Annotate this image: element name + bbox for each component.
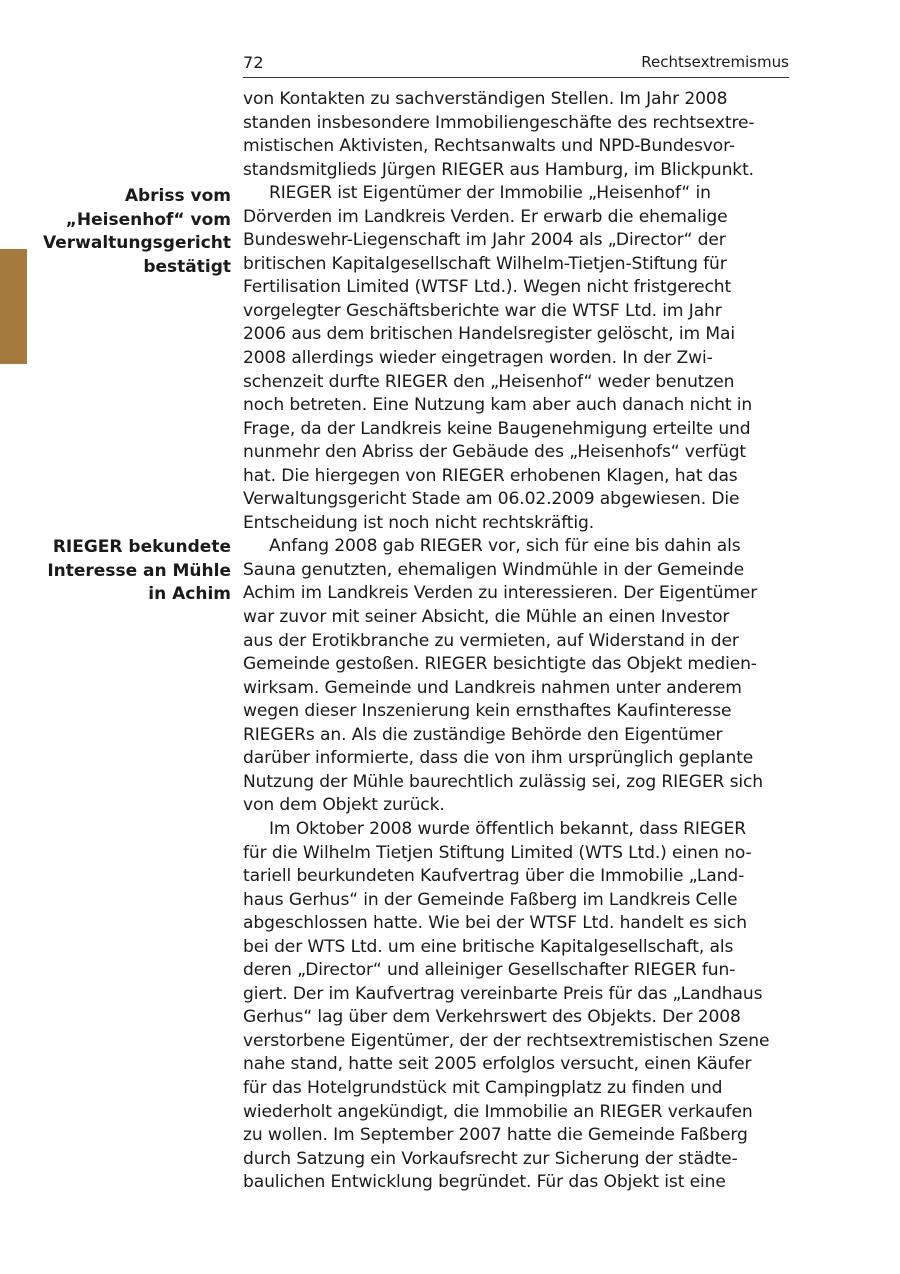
text-line: für das Hotelgrundstück mit Campingplatz zu finden und [243, 1077, 723, 1098]
text-line: verstorbene Eigentümer, der der rechtsextremistischen Szene [243, 1030, 770, 1051]
text-line: wiederholt angekündigt, die Immobilie an RIEGER verkaufen [243, 1101, 753, 1122]
text-line: hat. Die hiergegen von RIEGER erhobenen Klagen, hat das [243, 465, 738, 486]
margin-note-line: Verwaltungsgericht [43, 233, 231, 253]
body-text [243, 88, 803, 1195]
text-line: aus der Erotikbranche zu vermieten, auf Widerstand in der [243, 630, 739, 651]
text-line: baulichen Entwicklung begründet. Für das Objekt ist eine [243, 1172, 726, 1193]
text-line: mistischen Aktivisten, Rechtsanwalts und NPD-Bundesvor- [243, 136, 735, 157]
text-line: von dem Objekt zurück. [243, 795, 445, 816]
margin-note-line: „Heisenhof“ vom [65, 209, 231, 230]
paragraph-start-line: Anfang 2008 gab RIEGER vor, sich für eine bis dahin als [269, 536, 741, 557]
text-line: Bundeswehr-Liegenschaft im Jahr 2004 als „Director“ der [243, 230, 726, 251]
paragraph-start-line: RIEGER ist Eigentümer der Immobilie „Heisenhof“ in [269, 183, 711, 204]
margin-note-line: bestätigt [143, 256, 231, 277]
text-line: nahe stand, hatte seit 2005 erfolglos versucht, einen Käufer [243, 1054, 752, 1075]
text-line: standen insbesondere Immobiliengeschäfte des rechtsextre- [243, 112, 755, 133]
page-number: 72 [243, 53, 264, 72]
text-line: haus Gerhus“ in der Gemeinde Faßberg im Landkreis Celle [243, 889, 738, 910]
text-line: durch Satzung ein Vorkaufsrecht zur Sicherung der städte- [243, 1148, 738, 1169]
chapter-thumb-tab [0, 249, 27, 364]
text-line: Entscheidung ist noch nicht rechtskräftig. [243, 512, 595, 533]
text-line: zu wollen. Im September 2007 hatte die Gemeinde Faßberg [243, 1125, 748, 1146]
text-line: Nutzung der Mühle baurechtlich zulässig sei, zog RIEGER sich [243, 771, 764, 792]
text-line: von Kontakten zu sachverständigen Stellen. Im Jahr 2008 [243, 89, 728, 109]
text-line: wirksam. Gemeinde und Landkreis nahmen unter anderem [243, 677, 742, 698]
text-line: Frage, da der Landkreis keine Baugenehmigung erteilte und [243, 418, 751, 439]
text-line: tariell beurkundeten Kaufvertrag über die Immobilie „Land- [243, 866, 745, 887]
text-line: 2006 aus dem britischen Handelsregister gelöscht, im Mai [243, 324, 735, 345]
margin-note-line: RIEGER bekundete [52, 537, 231, 557]
text-line: standsmitglieds Jürgen RIEGER aus Hamburg, im Blickpunkt. [243, 159, 754, 180]
text-line: Gerhus“ lag über dem Verkehrswert des Objekts. Der 2008 [243, 1007, 741, 1028]
text-line: Fertilisation Limited (WTSF Ltd.). Wegen nicht fristgerecht [243, 277, 732, 298]
text-line: war zuvor mit seiner Absicht, die Mühle an einen Investor [243, 607, 730, 628]
paragraph-start-line: Im Oktober 2008 wurde öffentlich bekannt, dass RIEGER [269, 818, 746, 839]
text-line: 2008 allerdings wieder eingetragen worden. In der Zwi- [243, 348, 713, 369]
margin-note-line: Abriss vom [124, 186, 231, 206]
text-line: noch betreten. Eine Nutzung kam aber auch danach nicht in [243, 395, 753, 416]
text-line: RIEGERs an. Als die zuständige Behörde den Eigentümer [243, 724, 723, 745]
text-line: giert. Der im Kaufvertrag vereinbarte Preis für das „Landhaus [243, 983, 763, 1004]
text-line: vorgelegter Geschäftsberichte war die WTSF Ltd. im Jahr [243, 300, 722, 321]
text-line: für die Wilhelm Tietjen Stiftung Limited (WTS Ltd.) einen no- [243, 842, 752, 863]
text-line: wegen dieser Inszenierung kein ernsthaftes Kaufinteresse [243, 701, 732, 722]
margin-note-muehle [47, 536, 231, 607]
text-line: Achim im Landkreis Verden zu interessieren. Der Eigentümer [243, 583, 758, 604]
text-line: Gemeinde gestoßen. RIEGER besichtigte das Objekt medien- [243, 654, 757, 675]
running-title: Rechtsextremismus [641, 53, 789, 71]
margin-note-line: Interesse an Mühle [47, 560, 231, 581]
text-line: schenzeit durfte RIEGER den „Heisenhof“ weder benutzen [243, 371, 735, 392]
text-line: Verwaltungsgericht Stade am 06.02.2009 abgewiesen. Die [243, 489, 740, 510]
margin-note-heisenhof [43, 185, 231, 279]
text-line: Sauna genutzten, ehemaligen Windmühle in der Gemeinde [243, 559, 745, 580]
text-line: nunmehr den Abriss der Gebäude des „Heisenhofs“ verfügt [243, 442, 747, 463]
header-rule [243, 77, 789, 78]
text-line: britischen Kapitalgesellschaft Wilhelm-Tietjen-Stiftung für [243, 253, 727, 274]
text-line: bei der WTS Ltd. um eine britische Kapitalgesellschaft, als [243, 936, 734, 957]
text-line: darüber informierte, dass die von ihm ursprünglich geplante [243, 748, 754, 769]
text-line: Dörverden im Landkreis Verden. Er erwarb die ehemalige [243, 206, 728, 227]
text-line: deren „Director“ und alleiniger Gesellschafter RIEGER fun- [243, 960, 736, 981]
text-line: abgeschlossen hatte. Wie bei der WTSF Ltd. handelt es sich [243, 913, 747, 934]
margin-note-line: in Achim [148, 584, 231, 604]
